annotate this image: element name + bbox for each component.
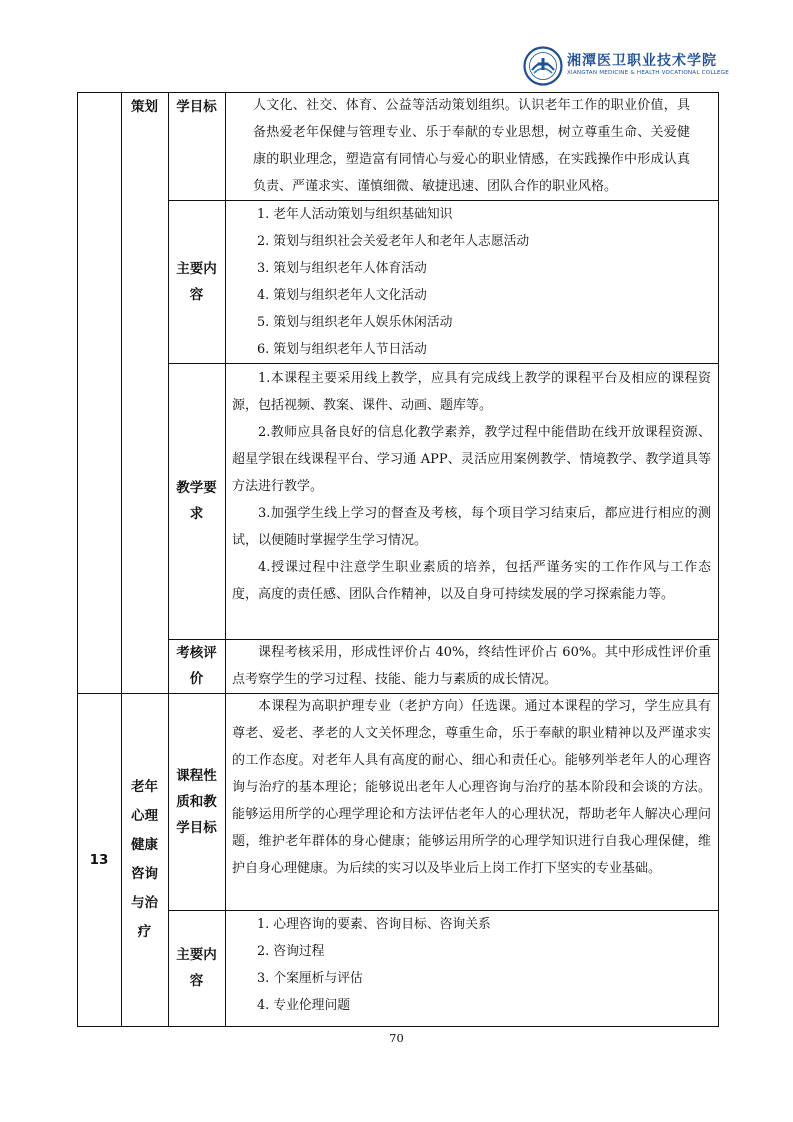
course-name: 老年心理健康咨询与治疗 (131, 778, 158, 940)
section-label-cell (168, 363, 225, 639)
nature-cell (232, 693, 711, 882)
course-name-cell (121, 693, 168, 1026)
objectives-text: 人文化、社交、体育、公益等活动策划组织。认识老年工作的职业价值，具备热爱老年保健与管理专业、乐于奉献的专业思想，树立尊重生命、关爱健康的职业理念，塑造富有同情心与爱心的职业情感，在实践操作中形成认真负责、严谨求实、谨慎细微、敏捷迅速、团队合作的职业风格。 (253, 98, 690, 194)
section-label-cell (168, 92, 225, 122)
section-label-content: 主要内容 (176, 260, 217, 303)
objectives-cell (253, 92, 690, 200)
content-list-cell-2 (257, 911, 707, 1019)
school-name-en: XIANGTAN MEDICINE & HEALTH VOCATIONAL COLLEGE (567, 70, 729, 76)
section-label-nature: 课程性质和教学目标 (176, 767, 217, 836)
list-item: 1. 心理咨询的要素、咨询目标、咨询关系 (257, 917, 491, 932)
college-emblem-icon (523, 46, 563, 86)
course-number-cell (77, 693, 121, 1026)
assessment-cell (232, 639, 711, 693)
section-label-cell (168, 200, 225, 363)
list-item: 5. 策划与组织老年人娱乐休闲活动 (257, 315, 453, 330)
section-label-cell (168, 693, 225, 910)
teaching-req-4: 4.授课过程中注意学生职业素质的培养，包括严谨务实的工作作风与工作态度，高度的责任感、团队合作精神，以及自身可持续发展的学习探索能力等。 (232, 560, 711, 602)
page-number: 70 (389, 1031, 404, 1045)
college-logo (523, 44, 729, 88)
teaching-requirements-cell (232, 365, 711, 608)
course-number: 13 (89, 851, 109, 868)
content-list-cell (257, 201, 707, 363)
list-item: 4. 专业伦理问题 (257, 998, 351, 1013)
teaching-req-2: 2.教师应具备良好的信息化教学素养，教学过程中能借助在线开放课程资源、超星学银在线课程平台、学习通 APP、灵活应用案例教学、情境教学、教学道具等方法进行教学。 (232, 425, 711, 494)
course-table (77, 92, 719, 1027)
content-list (257, 201, 707, 363)
section-label-teaching: 教学要求 (176, 480, 217, 522)
course-name-tail-cell (121, 92, 168, 122)
list-item: 3. 个案厘析与评估 (257, 971, 363, 986)
list-item: 6. 策划与组织老年人节日活动 (257, 342, 427, 357)
section-label-content-2: 主要内容 (176, 947, 217, 989)
list-item: 3. 策划与组织老年人体育活动 (257, 261, 427, 276)
list-item: 1. 老年人活动策划与组织基础知识 (257, 207, 453, 222)
list-item: 2. 策划与组织社会关爱老年人和老年人志愿活动 (257, 234, 530, 249)
content-list-2 (257, 911, 707, 1019)
course-name-tail: 策划 (131, 99, 158, 115)
section-label-cell (168, 910, 225, 1026)
section-label-cell (168, 639, 225, 693)
teaching-req-3: 3.加强学生线上学习的督查及考核，每个项目学习结束后，都应进行相应的测试，以便随时掌握学生学习情况。 (232, 506, 711, 548)
teaching-req-1: 1.本课程主要采用线上教学，应具有完成线上教学的课程平台及相应的课程资源，包括视频、教案、课件、动画、题库等。 (232, 371, 711, 413)
section-label-objectives: 学目标 (176, 99, 217, 115)
list-item: 4. 策划与组织老年人文化活动 (257, 288, 427, 303)
assessment-text: 课程考核采用，形成性评价占 40%，终结性评价占 60%。其中形成性评价重点考察学生的学习过程、技能、能力与素质的成长情况。 (232, 645, 711, 687)
list-item: 2. 咨询过程 (257, 944, 325, 959)
section-label-assessment: 考核评价 (176, 645, 217, 687)
nature-text: 本课程为高职护理专业（老护方向）任选课。通过本课程的学习，学生应具有尊老、爱老、孝老的人文关怀理念，尊重生命，乐于奉献的职业精神以及严谨求实的工作态度。对老年人具有高度的耐心、细心和责任心。能够列举老年人的心理咨询与治疗的基本理论；能够说出老年人心理咨询与治疗的基本阶段和会谈的方法。能够运用所学的心理学理论和方法评估老年人的心理状况，帮助老年人解决心理问题，维护老年群体的身心健康；能够运用所学的心理学知识进行自我心理保健，维护自身心理健康。为后续的实习以及毕业后上岗工作打下坚实的专业基础。 (232, 699, 711, 876)
school-name-cn: 湘潭医卫职业技术学院 (567, 53, 717, 69)
